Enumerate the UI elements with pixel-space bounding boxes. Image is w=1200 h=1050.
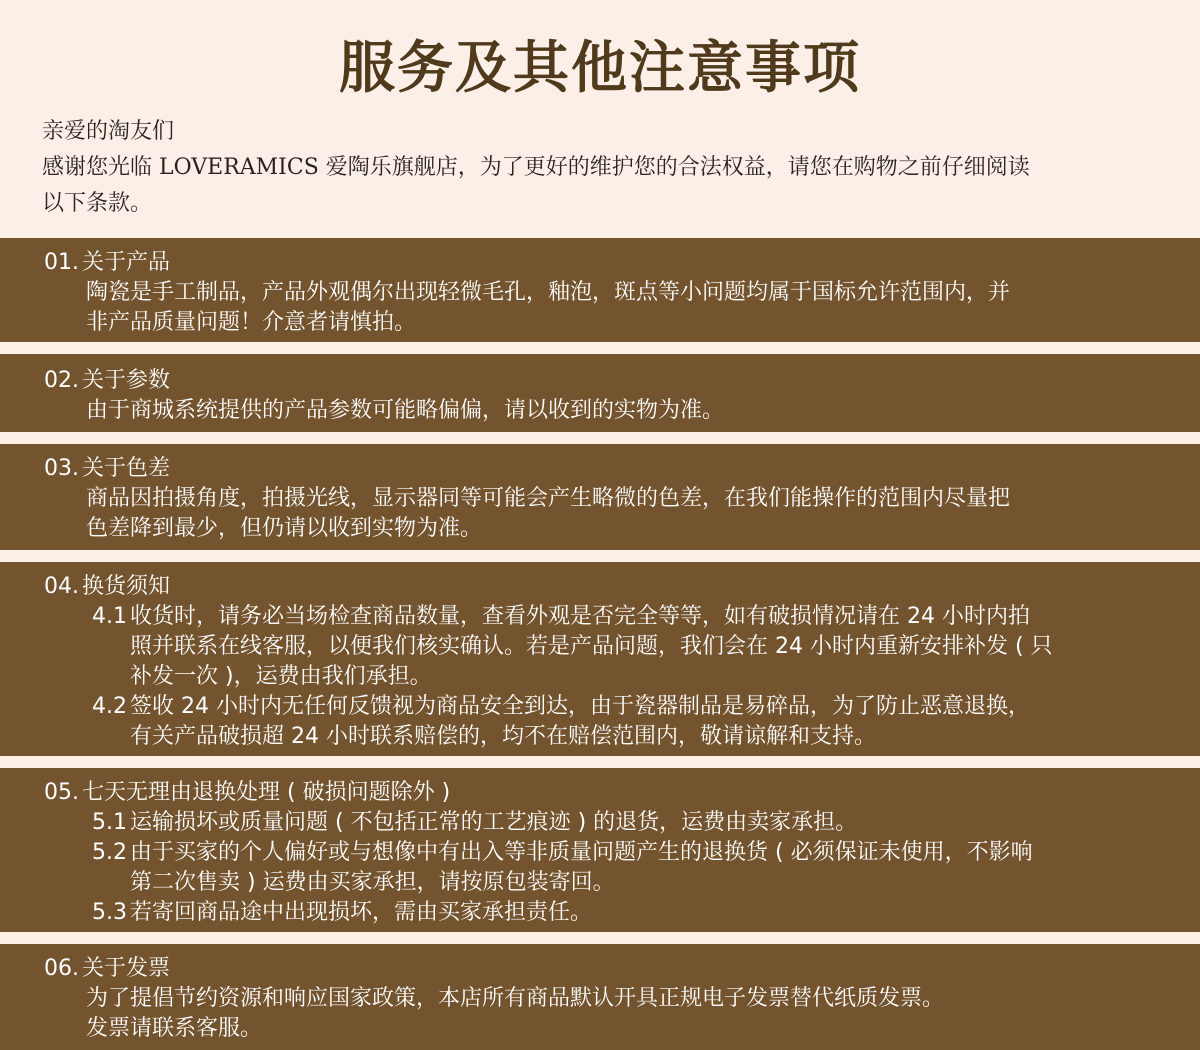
section-product: [0, 238, 1200, 342]
section-color-difference: [0, 444, 1200, 550]
section-number: 01.: [44, 250, 79, 275]
section-heading: 关于产品: [82, 250, 171, 275]
section-text-line: 非产品质量问题！介意者请慎拍。: [86, 310, 417, 335]
section-number: 06.: [44, 956, 79, 981]
section-heading: 关于发票: [82, 956, 171, 981]
subitem-text-line: 收货时，请务必当场检查商品数量，查看外观是否完全等等，如有破损情况请在 24 小时内拍: [130, 604, 1030, 629]
subitem-text-line: 照并联系在线客服，以便我们核实确认。若是产品问题，我们会在 24 小时内重新安排补发 ( 只: [130, 634, 1053, 659]
section-number: 05.: [44, 780, 79, 805]
section-header: [44, 954, 170, 984]
subitem-number: 5.2: [92, 840, 127, 865]
section-text-line: 为了提倡节约资源和响应国家政策，本店所有商品默认开具正规电子发票替代纸质发票。: [86, 986, 945, 1011]
section-text-line: 发票请联系客服。: [86, 1016, 263, 1041]
section-parameters: [0, 354, 1200, 432]
section-header: [44, 572, 170, 602]
subitem-text-line: 有关产品破损超 24 小时联系赔偿的，均不在赔偿范围内，敬请谅解和支持。: [130, 724, 876, 749]
subitem-number: 4.2: [92, 694, 127, 719]
section-text-line: 陶瓷是手工制品，产品外观偶尔出现轻微毛孔，釉泡，斑点等小问题均属于国标允许范围内，并: [86, 280, 1011, 305]
section-number: 04.: [44, 574, 79, 599]
section-text-line: 色差降到最少，但仍请以收到实物为准。: [86, 516, 483, 541]
intro-text: [42, 114, 1172, 222]
subitem-number: 4.1: [92, 604, 127, 629]
subitem-text-line: 运输损坏或质量问题 ( 不包括正常的工艺痕迹 ) 的退货，运费由卖家承担。: [130, 810, 858, 835]
subitem-text-line: 补发一次 )，运费由我们承担。: [130, 664, 432, 689]
section-exchange: [0, 562, 1200, 756]
subitem-text-line: 由于买家的个人偏好或与想像中有出入等非质量问题产生的退换货 ( 必须保证未使用，不影响: [130, 840, 1033, 865]
section-heading: 七天无理由退换处理 ( 破损问题除外 ): [82, 780, 451, 805]
subitem-text-line: 若寄回商品途中出现损坏，需由买家承担责任。: [130, 900, 593, 925]
intro-line-2: 以下条款。: [42, 191, 153, 216]
section-text-line: 由于商城系统提供的产品参数可能略偏偏，请以收到的实物为准。: [86, 398, 725, 423]
section-header: [44, 366, 170, 396]
intro-line-1: 感谢您光临 LOVERAMICS 爱陶乐旗舰店，为了更好的维护您的合法权益，请您在购物之前仔细阅读: [42, 155, 1030, 180]
section-seven-day-return: [0, 768, 1200, 932]
section-invoice: [0, 944, 1200, 1050]
section-header: [44, 454, 170, 484]
section-heading: 换货须知: [82, 574, 171, 599]
subitem-number: 5.3: [92, 900, 127, 925]
subitem-text-line: 签收 24 小时内无任何反馈视为商品安全到达，由于瓷器制品是易碎品，为了防止恶意退换，: [130, 694, 1030, 719]
section-number: 03.: [44, 456, 79, 481]
section-heading: 关于参数: [82, 368, 171, 393]
section-header: [44, 248, 170, 278]
subitem-text-line: 第二次售卖 ) 运费由买家承担，请按原包装寄回。: [130, 870, 615, 895]
section-header: [44, 778, 450, 808]
section-number: 02.: [44, 368, 79, 393]
page-title: 服务及其他注意事项: [339, 35, 861, 101]
subitem-number: 5.1: [92, 810, 127, 835]
section-heading: 关于色差: [82, 456, 171, 481]
intro-greeting: 亲爱的淘友们: [42, 119, 175, 144]
section-text-line: 商品因拍摄角度，拍摄光线，显示器同等可能会产生略微的色差，在我们能操作的范围内尽量把: [86, 486, 1011, 511]
